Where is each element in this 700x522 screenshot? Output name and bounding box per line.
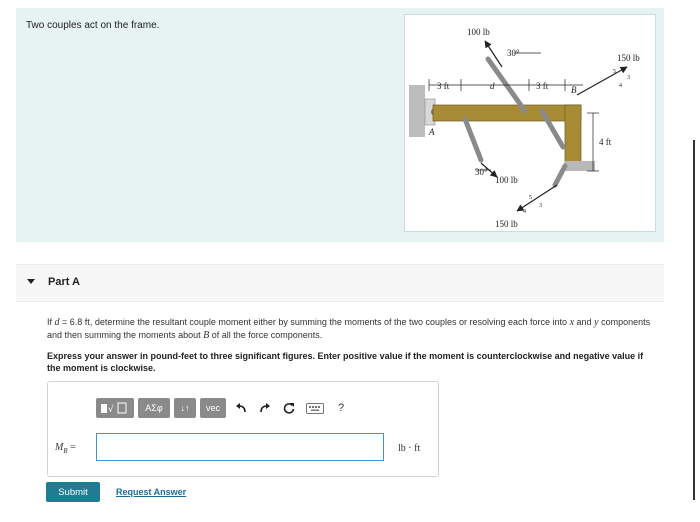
- submit-button[interactable]: Submit: [46, 482, 100, 502]
- label-force-bottom: 100 lb: [495, 175, 518, 185]
- label-dim-3ft-right: 3 ft: [536, 81, 549, 91]
- label-force-bottom-right: 150 lb: [495, 219, 518, 229]
- label-dim-3ft-left: 3 ft: [437, 81, 450, 91]
- frame-figure: [404, 14, 656, 232]
- redo-icon: [259, 402, 271, 414]
- label-dim-d: d: [490, 81, 495, 91]
- arrows-button[interactable]: ↓↑: [174, 398, 196, 418]
- frame-beams: [433, 105, 595, 171]
- math-toolbar: [96, 395, 354, 421]
- label-angle-top: 30°: [507, 48, 520, 58]
- label-point-b: B: [571, 85, 577, 95]
- part-title: Part A: [48, 276, 80, 288]
- undo-icon: [235, 402, 247, 414]
- label-force-top-right: 150 lb: [617, 53, 640, 63]
- problem-panel: [16, 8, 664, 242]
- templates-button[interactable]: [96, 398, 134, 418]
- label-angle-bottom: 30°: [475, 167, 488, 177]
- label-point-a: A: [429, 127, 435, 137]
- part-a-header[interactable]: [16, 264, 664, 302]
- label-force-top: 100 lb: [467, 27, 490, 37]
- request-answer-link[interactable]: Request Answer: [116, 487, 187, 497]
- templates-icon: [100, 401, 130, 415]
- answer-label: $M_R$ =: [55, 442, 76, 455]
- problem-statement: Two couples act on the frame.: [26, 20, 160, 31]
- answer-unit: lb · ft: [398, 443, 421, 454]
- label-slope-5-top: 5: [613, 69, 616, 75]
- label-dim-4ft: 4 ft: [599, 137, 612, 147]
- label-slope-3-top: 3: [627, 75, 630, 81]
- keyboard-button[interactable]: [302, 398, 328, 418]
- help-button[interactable]: ?: [337, 402, 345, 414]
- label-slope-4-top: 4: [619, 83, 622, 89]
- redo-button[interactable]: [254, 398, 276, 418]
- undo-button[interactable]: [230, 398, 252, 418]
- answer-instructions: Express your answer in pound-feet to three significant figures. Enter positive value if the moment is counterclockwise and negative value if the moment is clockwise.: [47, 351, 644, 373]
- scrollbar[interactable]: [693, 140, 695, 500]
- label-slope-5-bottom: 5: [529, 195, 532, 201]
- vec-button[interactable]: vec: [200, 398, 226, 418]
- svg-text:√: √: [108, 405, 114, 415]
- frame-diagram: [405, 15, 655, 231]
- keyboard-icon: [306, 403, 324, 414]
- reset-icon: [283, 402, 295, 414]
- label-slope-4-bottom: 4: [523, 209, 526, 215]
- question-text: If d = 6.8 ft, determine the resultant couple moment either by summing the moments of the two couples or resolving each force into x and y components and then summing the moments about B of all the force components.: [47, 317, 651, 341]
- reset-button[interactable]: [278, 398, 300, 418]
- greek-button[interactable]: ΑΣφ: [138, 398, 170, 418]
- caret-down-icon[interactable]: [27, 279, 35, 284]
- answer-panel: [47, 381, 439, 477]
- answer-input[interactable]: [96, 433, 384, 461]
- label-slope-3-bottom: 3: [539, 203, 542, 209]
